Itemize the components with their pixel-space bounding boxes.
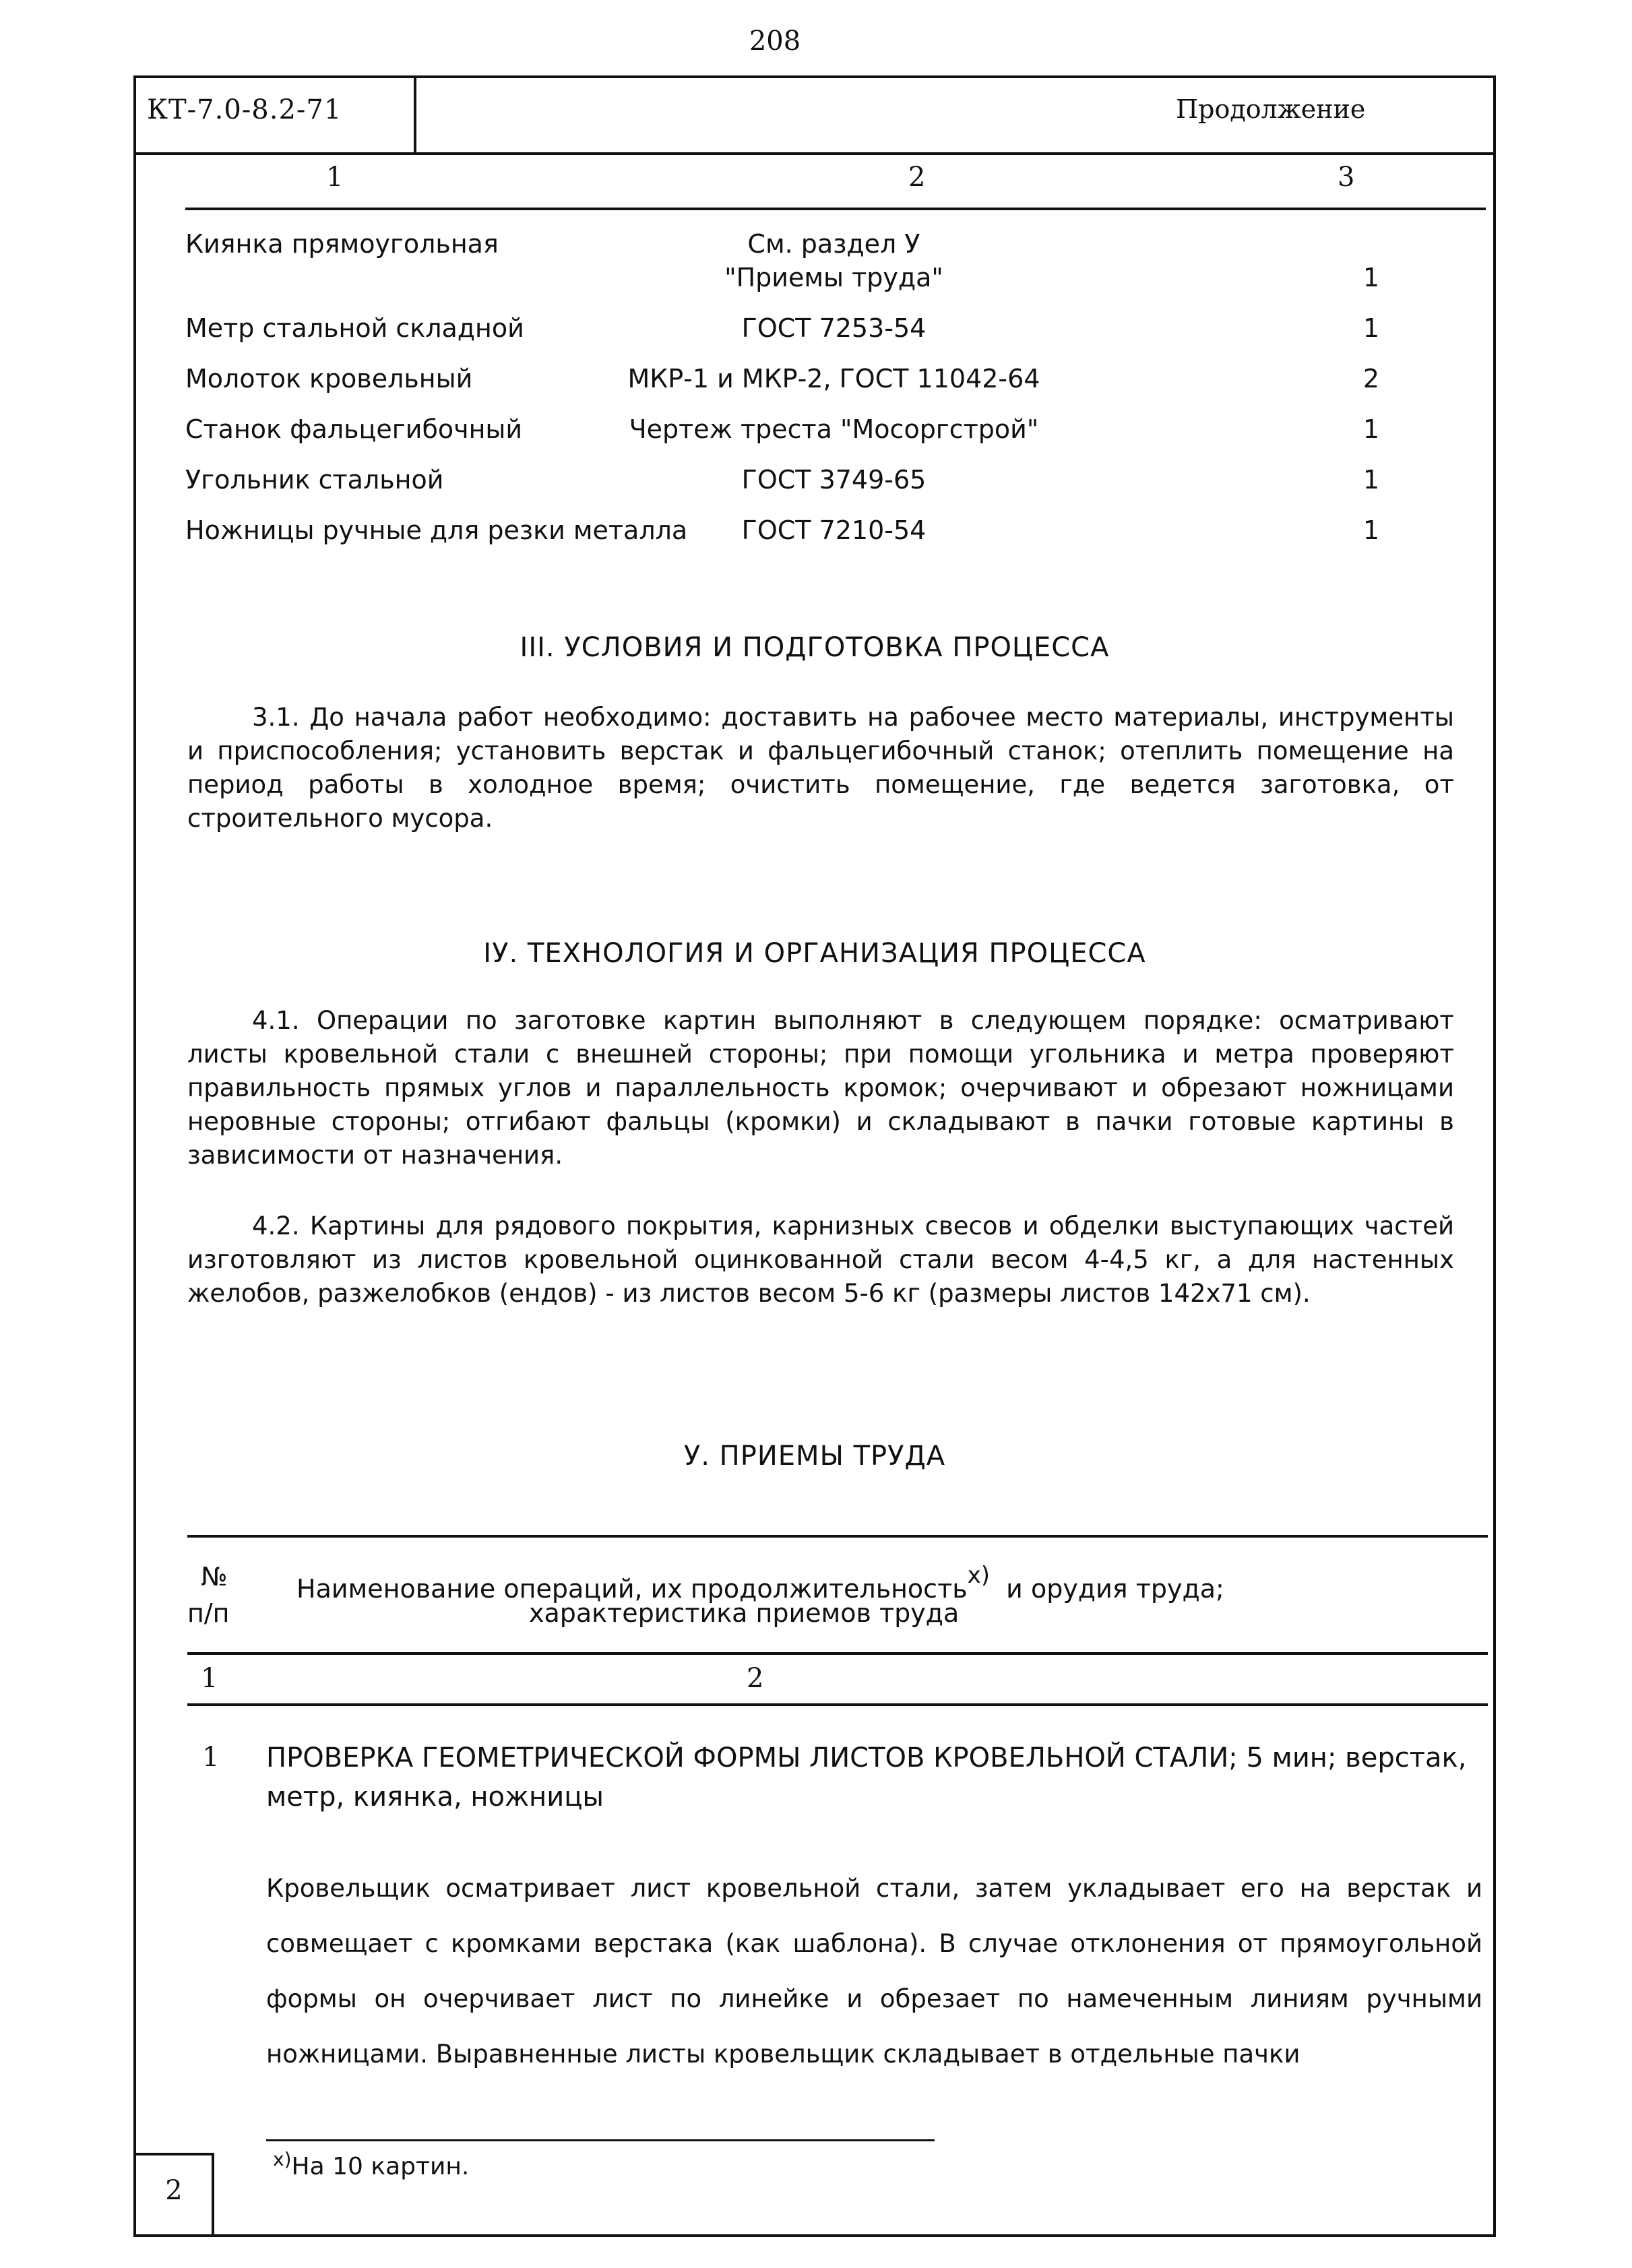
ops-table-top-rule — [187, 1535, 1488, 1538]
tools-col-1: 1 — [326, 162, 344, 193]
tools-row — [185, 414, 1439, 455]
ops-col-desc-text: Наименование операций, их продолжительность — [296, 1574, 968, 1604]
ops-col-desc-line1 — [296, 1562, 1224, 1604]
tools-row — [185, 313, 1439, 354]
tool-standard: ГОСТ 7253-54 — [741, 313, 927, 343]
tools-col-3: 3 — [1338, 162, 1355, 193]
paragraph-3-1-text: 3.1. До начала работ необходимо: доставить на рабочее место материалы, инструменты и приспособления; установить верстак и фальцегибочный станок; отеплить помещение на период работы в холодное время; очистить помещение, где ведется заготовка, от строительного мусора. — [187, 703, 1454, 833]
operation-title: ПРОВЕРКА ГЕОМЕТРИЧЕСКОЙ ФОРМЫ ЛИСТОВ КРОВЕЛЬНОЙ СТАЛИ; 5 мин; верстак, метр, киянка, ножницы — [266, 1742, 1467, 1813]
tools-row — [185, 515, 1439, 556]
footnote — [273, 2148, 469, 2180]
tools-row — [185, 465, 1439, 505]
operation-body: Кровельщик осматривает лист кровельной стали, затем укладывает его на верстак и совмещает с кромками верстака (как шаблона). В случае отклонения от прямоугольной формы он очерчивает лист по линейке и обрезает по намеченным линиям ручными ножницами. Выравненные листы кровельщик складывает в отдельные пачки — [266, 1874, 1482, 2069]
tool-qty: 1 — [1362, 313, 1380, 343]
tool-standard: МКР-1 и МКР-2, ГОСТ 11042-64 — [627, 364, 1040, 393]
paragraph-4-2 — [187, 1209, 1454, 1311]
tool-name: Молоток кровельный — [185, 364, 473, 393]
doc-code: КТ-7.0-8.2-71 — [147, 94, 342, 125]
paragraph-4-1 — [187, 1004, 1454, 1172]
continuation-label: Продолжение — [1176, 94, 1366, 124]
ops-col-desc-line2: характеристика приемов труда — [529, 1598, 960, 1628]
tool-name: Станок фальцегибочный — [185, 414, 523, 444]
section-4-heading: IУ. ТЕХНОЛОГИЯ И ОРГАНИЗАЦИЯ ПРОЦЕССА — [483, 938, 1146, 969]
tool-standard: Чертеж треста "Мосоргстрой" — [629, 414, 1039, 444]
sheet-number: 2 — [165, 2175, 183, 2206]
tool-name: Угольник стальной — [185, 465, 444, 495]
tools-table-rule — [185, 208, 1486, 210]
tool-qty: 2 — [1362, 364, 1380, 393]
ops-col-num-line1: № — [201, 1562, 228, 1592]
tool-qty: 1 — [1362, 414, 1380, 444]
ops-colnum-rule — [187, 1703, 1488, 1706]
ops-col-desc-text-b: и орудия труда; — [1006, 1574, 1224, 1604]
paragraph-3-1 — [187, 701, 1454, 836]
tool-name: Ножницы ручные для резки металла — [185, 515, 688, 545]
tool-qty: 1 — [1362, 263, 1380, 292]
paragraph-4-1-text: 4.1. Операции по заготовке картин выполняют в следующем порядке: осматривают листы кровельной стали с внешней стороны; при помощи угольника и метра проверяют правильность прямых углов и параллельность кромок; очерчивают и обрезают ножницами неровные стороны; отгибают фальцы (кромки) и складывают в пачки готовые картины в зависимости от назначения. — [187, 1006, 1454, 1170]
section-3-heading: III. УСЛОВИЯ И ПОДГОТОВКА ПРОЦЕССА — [520, 632, 1110, 663]
tool-standard: См. раздел У — [747, 229, 920, 259]
ops-colnum-2: 2 — [747, 1663, 764, 1694]
footnote-marker: x) — [967, 1562, 990, 1589]
tools-row — [185, 263, 1439, 303]
footnote-text: На 10 картин. — [291, 2153, 470, 2180]
ops-col-num-line2: п/п — [187, 1598, 230, 1628]
ops-colnum-1: 1 — [201, 1663, 218, 1694]
paragraph-4-2-text: 4.2. Картины для рядового покрытия, карнизных свесов и обделки выступающих частей изготовляют из листов кровельной оцинкованной стали весом 4-4,5 кг, а для настенных желобов, разжелобков (ендов) - из листов весом 5-6 кг (размеры листов 142х71 см). — [187, 1211, 1454, 1308]
tool-qty: 1 — [1362, 515, 1380, 545]
footnote-rule — [266, 2139, 935, 2141]
ops-header-rule — [187, 1652, 1488, 1655]
tool-qty: 1 — [1362, 465, 1380, 495]
section-5-heading: У. ПРИЕМЫ ТРУДА — [683, 1441, 946, 1472]
tool-standard-cont: "Приемы труда" — [724, 263, 943, 292]
tool-standard: ГОСТ 3749-65 — [741, 465, 927, 495]
operation-number: 1 — [202, 1742, 220, 1773]
tools-row — [185, 364, 1439, 404]
tool-standard: ГОСТ 7210-54 — [741, 515, 927, 545]
page-number: 208 — [749, 26, 801, 57]
tools-col-2: 2 — [908, 162, 926, 193]
tool-name: Метр стальной складной — [185, 313, 524, 343]
footnote-mark: x) — [273, 2148, 292, 2170]
tool-name: Киянка прямоугольная — [185, 229, 499, 259]
header-divider — [416, 152, 1496, 155]
